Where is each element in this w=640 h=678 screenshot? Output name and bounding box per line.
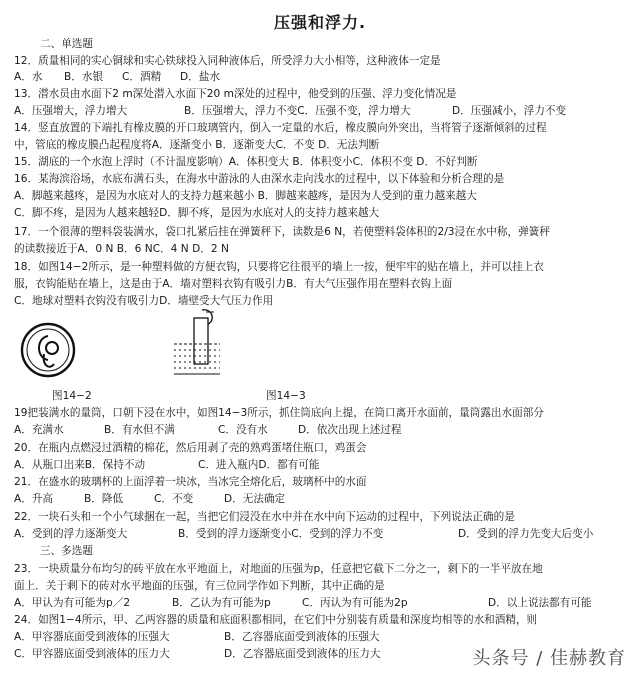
page-title: 压强和浮力.	[273, 13, 367, 32]
q20-stem: 20．在瓶内点燃浸过酒精的棉花，然后用剥了壳的熟鸡蛋堵住瓶口，鸡蛋会	[14, 442, 367, 454]
q24-option-c: C．甲容器底面受到液体的压力大	[14, 648, 170, 660]
q12-option-d: D．盐水	[180, 71, 220, 83]
q18-stem-line2: 服，衣钩能贴在墙上，这是由于A．墙对塑料衣钩有吸引力B．有大气压强作用在塑料衣钩上面	[14, 278, 453, 290]
q19-option-a: A．充满水	[14, 424, 64, 436]
q13-option-a: A．压强增大，浮力增大	[14, 105, 128, 117]
q17-stem-line1: 17．一个很薄的塑料袋装满水，袋口扎紧后挂在弹簧秤下，读数是6 N，若使塑料袋体积的2/3浸在水中称，弹簧秤	[14, 226, 550, 238]
q23-option-d: D．以上说法都有可能	[488, 597, 592, 609]
q23-options	[14, 595, 628, 611]
q22-option-bc: B．受到的浮力逐渐变小C．受到的浮力不变	[178, 528, 384, 540]
q13-option-d: D．压强减小，浮力不变	[452, 105, 567, 117]
q15-stem: 15．湖底的一个水泡上浮时（不计温度影响）A．体积变大 B．体积变小C．体积不变 D．不好判断	[14, 156, 478, 168]
q22-option-d: D．受到的浮力先变大后变小	[458, 528, 594, 540]
q23-stem-line1: 23．一块质量分布均匀的砖平放在水平地面上，对地面的压强为p，任意把它截下二分之一，剩下的一半平放在地	[14, 563, 543, 575]
q23-stem-line2: 面上．关于剩下的砖对水平地面的压强，有三位同学作如下判断，其中正确的是	[14, 580, 385, 592]
q12-option-b: B．水银	[64, 71, 104, 83]
q19-stem: 19把装满水的量筒，口朝下浸在水中，如图14−3所示，抓住筒底向上提，在筒口离开水面前，量筒露出水面部分	[14, 407, 544, 419]
q14-stem-line2: 中，管底的橡皮膜凸起程度将A．逐渐变小 B．逐渐变大C．不变 D．无法判断	[14, 139, 380, 151]
q24-option-a: A．甲容器底面受到液体的压强大	[14, 631, 170, 643]
q18-stem-line1: 18．如图14−2所示，是一种塑料做的方便衣钩，只要将它往很平的墙上一按，便牢牢的贴在墙上，并可以挂上衣	[14, 261, 544, 273]
q22-stem: 22．一块石头和一个小气球捆在一起，当把它们浸没在水中并在水中向下运动的过程中，下列说法正确的是	[14, 511, 515, 523]
q23-option-c: C．丙认为有可能为2p	[302, 597, 408, 609]
q14-stem-line1: 14．竖直放置的下端扎有橡皮膜的开口玻璃管内，倒入一定量的水后，橡皮膜向外突出，当将管子逐渐倾斜的过程	[14, 122, 547, 134]
suction-hook-illustration	[14, 314, 94, 386]
q16-options-cd: C．脚不疼，是因为人越来越轻D．脚不疼，是因为水底对人的支持力越来越大	[14, 207, 380, 219]
q20-options	[14, 457, 628, 473]
q12-option-c: C．酒精	[122, 71, 162, 83]
q19-option-c: C．没有水	[218, 424, 268, 436]
figure-suction-hook	[14, 314, 94, 386]
q21-option-a: A．升高	[14, 493, 54, 505]
q16-stem: 16．某海滨浴场，水底布满石头，在海水中游泳的人由深水走向浅水的过程中，以下体验和分析合理的是	[14, 173, 505, 185]
q12-stem: 12．质量相同的实心铜球和实心铁球投入同种液体后，所受浮力大小相等，这种液体一定是	[14, 55, 441, 67]
q22-option-a: A．受到的浮力逐渐变大	[14, 528, 128, 540]
q20-option-cd: C．进入瓶内D．都有可能	[198, 459, 320, 471]
q24-option-d: D．乙容器底面受到液体的压力大	[224, 648, 381, 660]
q21-option-d: D．无法确定	[224, 493, 286, 505]
figure-cylinder-in-water	[168, 306, 224, 378]
q13-stem: 13．潜水员由水面下2 m深处潜入水面下20 m深处的过程中，他受到的压强、浮力变化情况是	[14, 88, 457, 100]
cylinder-water-illustration	[168, 306, 224, 378]
q21-options	[14, 491, 628, 507]
watermark-text: 头条号 / 佳赫教育	[472, 648, 626, 669]
q12-options	[14, 69, 628, 85]
q24-stem: 24．如图1−4所示，甲、乙两容器的质量和底面积都相同，在它们中分别装有质量和深度均相等的水和酒精，则	[14, 614, 538, 626]
q23-option-b: B．乙认为有可能为p	[172, 597, 271, 609]
q18-stem-line3: C．地球对塑料衣钩没有吸引力D．墙壁受大气压力作用	[14, 295, 274, 307]
q20-option-ab: A．从瓶口出来B．保持不动	[14, 459, 146, 471]
section-heading-single: 二、单选题	[40, 38, 93, 50]
q21-option-c: C．不变	[154, 493, 194, 505]
section-heading-multi: 三、多选题	[40, 545, 93, 557]
q24-options-ab	[14, 629, 628, 645]
figure-14-3-caption: 图14−3	[266, 390, 306, 402]
q19-option-b: B．有水但不满	[104, 424, 175, 436]
q19-options	[14, 422, 628, 438]
q17-stem-line2: 的读数接近于A．0 N B．6 NC．4 N D．2 N	[14, 243, 229, 255]
q22-options	[14, 526, 628, 542]
q24-option-b: B．乙容器底面受到液体的压强大	[224, 631, 380, 643]
figure-14-2-caption: 图14−2	[52, 390, 92, 402]
q21-stem: 21．在盛水的玻璃杯的上面浮着一块冰，当冰完全熔化后，玻璃杯中的水面	[14, 476, 367, 488]
q13-option-bc: B．压强增大，浮力不变C．压强不变，浮力增大	[184, 105, 411, 117]
q19-option-d: D．依次出现上述过程	[298, 424, 402, 436]
q21-option-b: B．降低	[84, 493, 124, 505]
q16-options-ab: A．脚越来越疼，是因为水底对人的支持力越来越小 B．脚越来越疼，是因为人受到的重力越来越大	[14, 190, 477, 202]
q13-options	[14, 103, 628, 119]
q12-option-a: A．水	[14, 71, 43, 83]
q23-option-a: A．甲认为有可能为p／2	[14, 597, 131, 609]
